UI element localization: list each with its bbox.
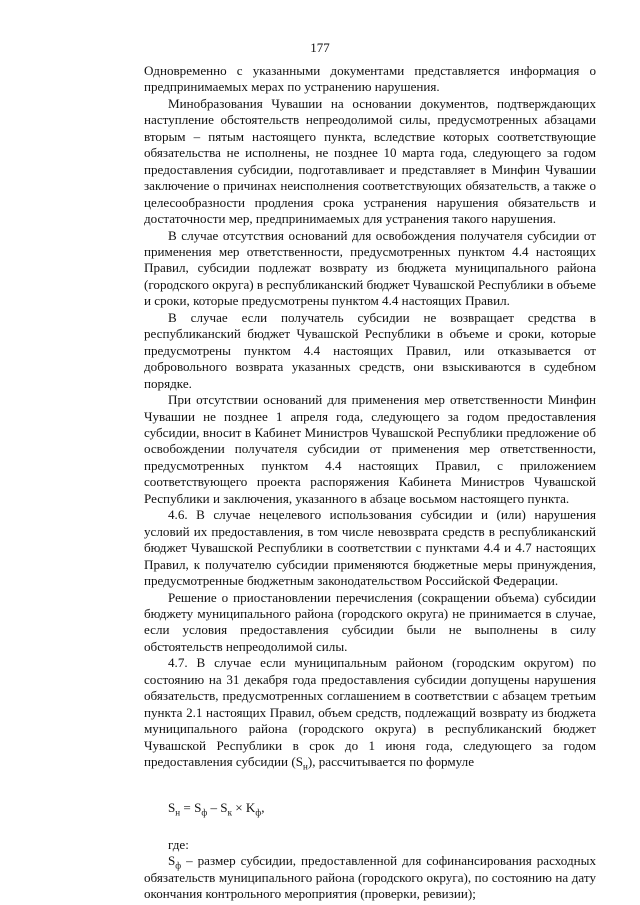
definition-text: – размер субсидии, предоставленной для софинансирования расходных обязательств муниципального района (городского округа), по состоянию на дату окончания контрольного мероприятия (проверки, ревизии); <box>144 853 596 902</box>
formula-symbol: S <box>168 800 176 816</box>
paragraph: Одновременно с указанными документами представляется информация о предпринимаемых мерах по устранению нарушения. <box>144 63 596 95</box>
paragraph: При отсутствии оснований для применения мер ответственности Минфин Чувашии не позднее 1 апреля года, следующего за годом предоставления субсидии, вносит в Кабинет Министров Чувашской Республики предложение об освобождении получателя субсидии от применения мер ответственности, предусмотренных пунктом 4.4 настоящих Правил, с приложением соответствующего проекта распоряжения Кабинета Министров Чувашской Республики и заключения, указанного в абзаце восьмом настоящего пункта. <box>144 392 596 506</box>
paragraph: В случае отсутствия оснований для освобождения получателя субсидии от применения мер ответственности, предусмотренных пунктом 4.4 настоящих Правил, субсидии подлежат возврату из бюджета муниципального района (городского округа) в республиканский бюджет Чувашской Республики в объеме и сроки, которые предусмотрены пунктом 4.4 настоящих Правил. <box>144 227 596 309</box>
paragraph: Минобразования Чувашии на основании документов, подтверждающих наступление обстоятельств непреодолимой силы, предусмотренных абзацами вторым – пятым настоящего пункта, вследствие которых соответствующие обязательства не исполнены, не позднее 10 марта года, следующего за годом предоставления субсидии, подготавливает и представляет в Минфин Чувашии заключение о причинах неисполнения соответствующих обязательств, а также о целесообразности продления срока устранения нарушения обязательств и достаточности мер, предпринимаемых для устранения такого нарушения. <box>144 95 596 227</box>
formula-operator: = <box>180 800 195 816</box>
paragraph-4-7 <box>144 655 596 770</box>
formula-symbol: K <box>245 800 256 816</box>
subscript: н <box>303 761 308 772</box>
formula <box>144 800 596 819</box>
paragraph-4-7-text: 4.7. В случае если муниципальным районом (городским округом) по состоянию на 31 декабря года предоставления субсидии допущены нарушения обязательств, предусмотренных соглашением в соответствии с абзацем третьим пункта 2.1 настоящих Правил, объем средств, подлежащий возврату из бюджета муниципального района (городского округа) в республиканский бюджет Чувашской Республики в срок до 1 июня года, следующего за годом предоставления субсидии (S <box>144 655 596 770</box>
formula-operator: × <box>231 800 246 816</box>
definition-symbol: S <box>168 853 176 869</box>
formula-symbol: S <box>194 800 202 816</box>
definition <box>144 853 596 902</box>
subscript: ф <box>255 808 262 819</box>
paragraph: В случае если получатель субсидии не возвращает средства в республиканский бюджет Чувашской Республики в объеме и сроки, которые предусмотрены пунктом 4.4 настоящих Правил, или отказывается от добровольного возврата указанных средств, они взыскиваются в судебном порядке. <box>144 309 596 391</box>
subscript: к <box>227 808 232 819</box>
page-number: 177 <box>310 40 330 55</box>
formula-symbol: S <box>220 800 228 816</box>
formula-punctuation: , <box>261 800 265 816</box>
paragraph: Решение о приостановлении перечисления (сокращении объема) субсидии бюджету муниципального района (городского округа) не принимается в случае, если условия предоставления субсидии были не выполнены в силу обстоятельств непреодолимой силы. <box>144 589 596 654</box>
paragraph: 4.6. В случае нецелевого использования субсидии и (или) нарушения условий их предоставления, в том числе невозврата средств в республиканский бюджет Чувашской Республики в соответствии с пунктами 4.4 и 4.7 настоящих Правил, к получателю субсидии применяются бюджетные меры принуждения, предусмотренные бюджетным законодательством Российской Федерации. <box>144 507 596 589</box>
paragraph-4-7-tail: ), рассчитывается по формуле <box>307 754 474 770</box>
where-label: где: <box>168 836 189 852</box>
subscript: ф <box>175 861 182 871</box>
formula-operator: – <box>207 800 221 816</box>
subscript: ф <box>201 808 208 819</box>
subscript: н <box>175 808 181 819</box>
document-body <box>144 63 596 903</box>
